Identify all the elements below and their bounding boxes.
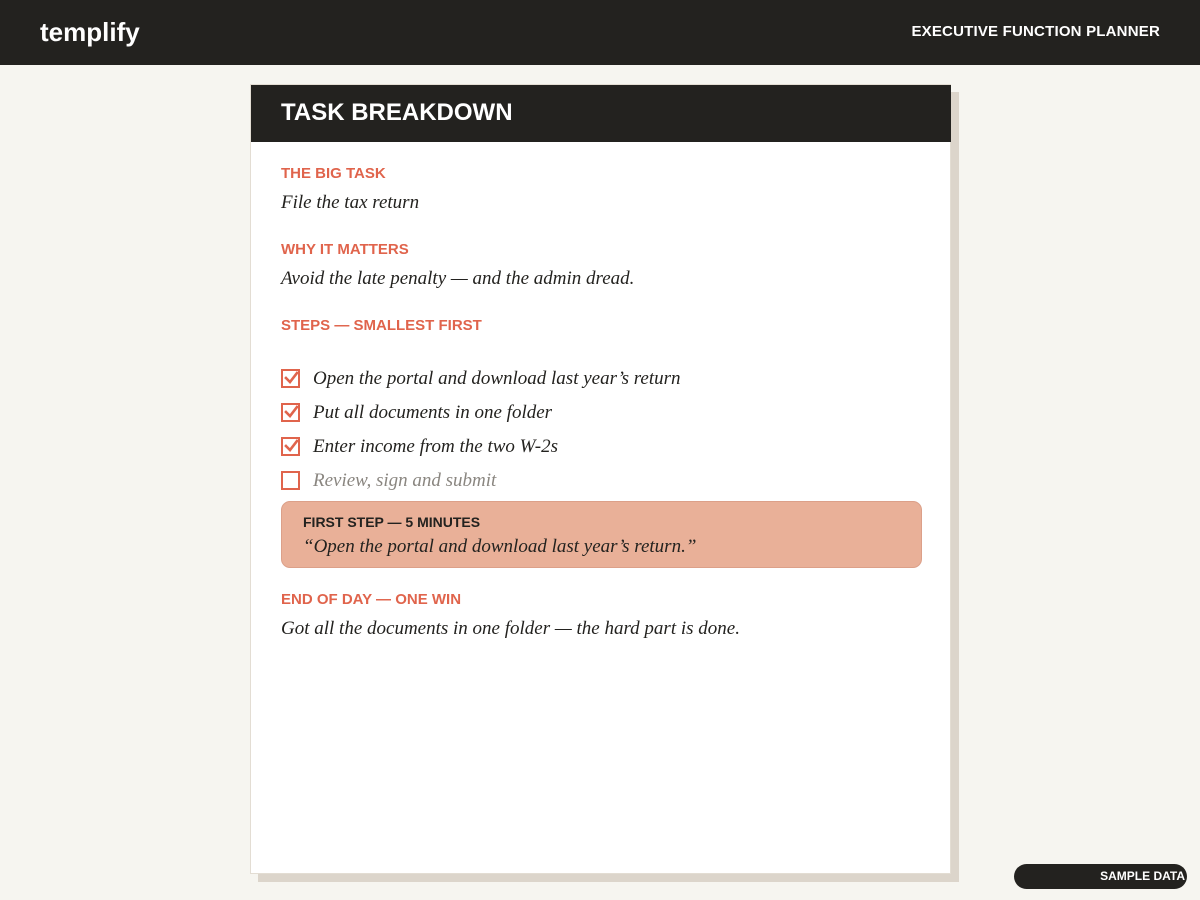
- big-task-value[interactable]: File the tax return: [281, 192, 420, 213]
- checkbox-checked-icon[interactable]: [281, 437, 300, 456]
- top-bar: [0, 0, 1200, 65]
- sheet-title: TASK BREAKDOWN: [281, 99, 513, 126]
- first-step-callout: [281, 501, 922, 568]
- step-text[interactable]: Enter income from the two W-2s: [313, 436, 559, 457]
- step-item: [281, 401, 921, 425]
- step-item: [281, 435, 921, 459]
- checkbox-checked-icon[interactable]: [281, 369, 300, 388]
- first-step-quote[interactable]: “Open the portal and download last year’s return.”: [303, 536, 697, 557]
- sheet-header: [251, 85, 951, 142]
- why-it-matters-label: WHY IT MATTERS: [281, 241, 409, 258]
- step-item: [281, 469, 921, 493]
- step-text[interactable]: Review, sign and submit: [313, 470, 497, 491]
- checkbox-checked-icon[interactable]: [281, 403, 300, 422]
- step-item: [281, 367, 921, 391]
- product-title: EXECUTIVE FUNCTION PLANNER: [911, 23, 1160, 40]
- step-text[interactable]: Open the portal and download last year’s return: [313, 368, 681, 389]
- task-breakdown-sheet: [250, 84, 951, 874]
- checkbox-unchecked-icon[interactable]: [281, 471, 300, 490]
- first-step-label: FIRST STEP — 5 MINUTES: [303, 514, 481, 530]
- end-of-day-value[interactable]: Got all the documents in one folder — the hard part is done.: [281, 618, 740, 639]
- end-of-day-label: END OF DAY — ONE WIN: [281, 591, 462, 608]
- why-it-matters-value[interactable]: Avoid the late penalty — and the admin dread.: [281, 268, 635, 289]
- big-task-label: THE BIG TASK: [281, 165, 386, 182]
- step-text[interactable]: Put all documents in one folder: [313, 402, 553, 423]
- sample-data-label: SAMPLE DATA: [1100, 869, 1185, 883]
- steps-label: STEPS — SMALLEST FIRST: [281, 317, 482, 334]
- sample-data-badge: [1014, 864, 1187, 889]
- brand-logo[interactable]: templify: [40, 17, 140, 47]
